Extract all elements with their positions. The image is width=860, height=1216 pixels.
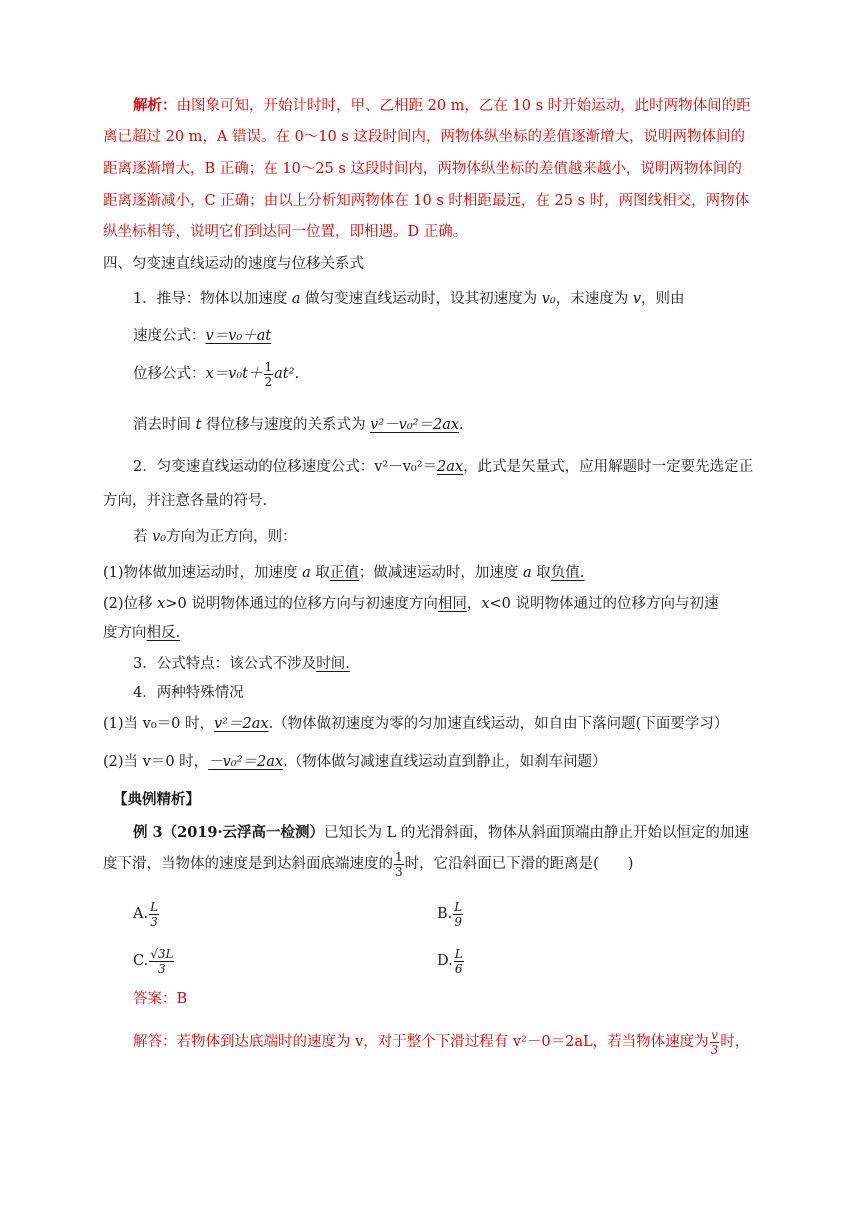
case-2-formula: －v₀²＝2ax bbox=[208, 754, 284, 770]
item-2-line-1 bbox=[103, 594, 719, 614]
option-a-key: A. bbox=[133, 906, 149, 922]
derivation-suffix: ，则由 bbox=[641, 291, 685, 307]
case-1-formula: v²＝2ax bbox=[214, 716, 269, 732]
eliminate-prefix: 消去时间 bbox=[133, 417, 196, 433]
derivation-mid: 做匀变速直线运动时，设其初速度为 bbox=[300, 291, 542, 307]
fraction-numerator: L bbox=[454, 899, 463, 914]
option-d[interactable] bbox=[437, 944, 465, 978]
item-1-prefix: (1)物体做加速运动时，加速度 bbox=[103, 565, 303, 581]
answer-line: 答案：B bbox=[133, 991, 188, 1007]
fraction-numerator: 1 bbox=[264, 359, 273, 374]
fraction-denominator: 6 bbox=[454, 961, 463, 976]
symbol-v0-2: v₀ bbox=[152, 529, 167, 545]
item-2-comma: ， bbox=[466, 596, 482, 612]
item-1-mid2: ；做减速运动时，加速度 bbox=[358, 565, 524, 581]
case-1-suffix: .（物体做初速度为零的匀加速直线运动，如自由下落问题(下面要学习） bbox=[268, 716, 729, 732]
eliminate-time-line bbox=[133, 415, 464, 435]
option-c-key: C. bbox=[133, 953, 149, 969]
item-2-lt: <0 说明物体通过的位移方向与初速 bbox=[489, 596, 719, 612]
case-2-suffix: .（物体做匀减速直线运动直到静止，如刹车问题） bbox=[283, 754, 607, 770]
example-text-2-suffix: 时，它沿斜面已下滑的距离是( ) bbox=[404, 856, 634, 872]
derivation-prefix: 1．推导：物体以加速度 bbox=[133, 291, 292, 307]
analysis-line-4: 距离逐渐减小，C 正确；由以上分析知两物体在 10 s 时相距最远，在 25 s 时，两图线相交，两物体 bbox=[103, 193, 750, 209]
formula-statement-line-2: 方向，并注意各量的符号. bbox=[103, 493, 268, 509]
option-d-key: D. bbox=[437, 953, 453, 969]
example-text-1: 已知长为 L 的光滑斜面，物体从斜面顶端由静止开始以恒定的加速 bbox=[324, 825, 749, 841]
fraction-denominator: 9 bbox=[454, 914, 463, 929]
formula-statement-prefix: 2．匀变速直线运动的位移速度公式：v²－v₀²＝ bbox=[133, 459, 438, 475]
fraction-denominator: 3 bbox=[157, 961, 166, 976]
option-b-fraction bbox=[453, 900, 463, 929]
option-d-fraction bbox=[454, 947, 464, 976]
item-1-mid3: 取 bbox=[531, 565, 551, 581]
item-2-line2-prefix: 度方向 bbox=[103, 625, 147, 641]
negative-value: 负值. bbox=[550, 565, 585, 581]
example-heading: 【典例精析】 bbox=[113, 791, 200, 808]
if-v0-prefix: 若 bbox=[133, 529, 153, 545]
fraction-numerator: L bbox=[150, 899, 159, 914]
if-v0-suffix: 方向为正方向，则： bbox=[166, 529, 297, 545]
time-term: 时间. bbox=[316, 656, 350, 672]
analysis-line-2: 离已超过 20 m，A 错误。在 0～10 s 这段时间内，两物体纵坐标的差值逐渐增大，说明两物体间的 bbox=[103, 129, 745, 145]
option-b[interactable] bbox=[437, 897, 464, 931]
case-1-line bbox=[103, 714, 728, 734]
item-1-line bbox=[103, 563, 584, 583]
option-c[interactable] bbox=[133, 944, 175, 978]
item-2-gt: >0 说明物体通过的位移方向与初速度方向 bbox=[165, 596, 438, 612]
case-2-line bbox=[103, 752, 607, 772]
derivation-mid2: ，末速度为 bbox=[555, 291, 633, 307]
example-line-1 bbox=[133, 823, 749, 843]
example-source: （2019·云浮高一检测） bbox=[162, 824, 325, 841]
formula-2ax: 2ax bbox=[437, 459, 464, 475]
displacement-formula-label: 位移公式： bbox=[133, 366, 206, 382]
speed-formula-line bbox=[133, 326, 271, 346]
velocity-displacement-formula: v²－v₀²＝2ax bbox=[370, 417, 460, 433]
analysis-line-3: 距离逐渐增大，B 正确；在 10～25 s 这段时间内，两物体纵坐标的差值越来越小，说明两物体间的 bbox=[103, 161, 742, 177]
formula-feature-prefix: 3．公式特点：该公式不涉及 bbox=[133, 656, 317, 672]
symbol-a-2: a bbox=[302, 565, 311, 581]
item-2-prefix: (2)位移 bbox=[103, 596, 158, 612]
fraction-numerator: L bbox=[454, 946, 463, 961]
formula-statement-line-1 bbox=[133, 457, 753, 477]
fraction-denominator: 3 bbox=[150, 914, 158, 929]
fraction-numerator: √3L bbox=[150, 946, 174, 961]
fraction-numerator: v bbox=[711, 1027, 718, 1042]
fraction-denominator: 3 bbox=[710, 1042, 719, 1057]
option-a-fraction bbox=[149, 900, 159, 929]
symbol-x: x bbox=[157, 596, 166, 612]
symbol-x-2: x bbox=[481, 596, 490, 612]
section-heading: 四、匀变速直线运动的速度与位移关系式 bbox=[103, 256, 364, 272]
example-text-2: 度下滑，当物体的速度是到达斜面底端速度的 bbox=[103, 856, 393, 872]
displacement-formula-line bbox=[133, 358, 299, 390]
analysis-text-1: 由图象可知，开始计时时，甲、乙相距 20 m，乙在 10 s 时开始运动，此时两物体间的距 bbox=[176, 98, 751, 114]
item-2-line-2 bbox=[103, 623, 180, 643]
formula-statement-suffix: ，此式是矢量式，应用解题时一定要先选定正 bbox=[463, 459, 754, 475]
symbol-v0: v₀ bbox=[541, 291, 556, 307]
option-a[interactable] bbox=[133, 897, 160, 931]
analysis-line-1 bbox=[133, 96, 751, 116]
positive-value: 正值 bbox=[329, 565, 359, 581]
half-fraction bbox=[264, 360, 274, 389]
if-v0-line bbox=[133, 527, 297, 547]
one-third-fraction bbox=[394, 850, 404, 879]
solution-suffix: 时， bbox=[720, 1034, 750, 1050]
solution-text: 解答：若物体到达底端时的速度为 v，对于整个下滑过程有 v²－0＝2aL，若当物体速度为 bbox=[133, 1034, 709, 1050]
v-third-fraction bbox=[710, 1028, 720, 1057]
analysis-label: 解析： bbox=[133, 97, 177, 114]
symbol-a: a bbox=[291, 291, 301, 307]
solution-line bbox=[133, 1026, 749, 1058]
eliminate-mid: 得位移与速度的关系式为 bbox=[201, 417, 371, 433]
option-b-key: B. bbox=[437, 906, 453, 922]
analysis-line-5: 纵坐标相等，说明它们到达同一位置，即相遇。D 正确。 bbox=[103, 224, 468, 240]
opposite-direction: 相反. bbox=[146, 625, 181, 641]
fraction-denominator: 3 bbox=[395, 864, 403, 879]
displacement-formula-rhs: at². bbox=[274, 366, 300, 382]
example-line-2 bbox=[103, 848, 633, 880]
speed-formula: v＝v₀＋at bbox=[205, 328, 272, 344]
item-1-mid: 取 bbox=[310, 565, 330, 581]
example-label: 例 3 bbox=[133, 824, 163, 841]
same-direction: 相同 bbox=[437, 596, 467, 612]
special-cases-heading: 4．两种特殊情况 bbox=[133, 685, 244, 701]
formula-feature-line bbox=[133, 654, 350, 674]
option-c-fraction bbox=[149, 947, 174, 976]
symbol-t: t bbox=[195, 417, 202, 433]
fraction-denominator: 2 bbox=[264, 374, 273, 389]
case-2-prefix: (2)当 v＝0 时， bbox=[103, 754, 209, 770]
symbol-a-3: a bbox=[523, 565, 532, 581]
eliminate-suffix: . bbox=[459, 417, 464, 433]
fraction-numerator: 1 bbox=[395, 849, 403, 864]
speed-formula-label: 速度公式： bbox=[133, 328, 206, 344]
displacement-formula-lhs: x＝v₀t＋ bbox=[205, 366, 263, 382]
symbol-v: v bbox=[632, 291, 642, 307]
case-1-prefix: (1)当 v₀＝0 时， bbox=[103, 716, 214, 732]
derivation-line bbox=[133, 289, 685, 309]
